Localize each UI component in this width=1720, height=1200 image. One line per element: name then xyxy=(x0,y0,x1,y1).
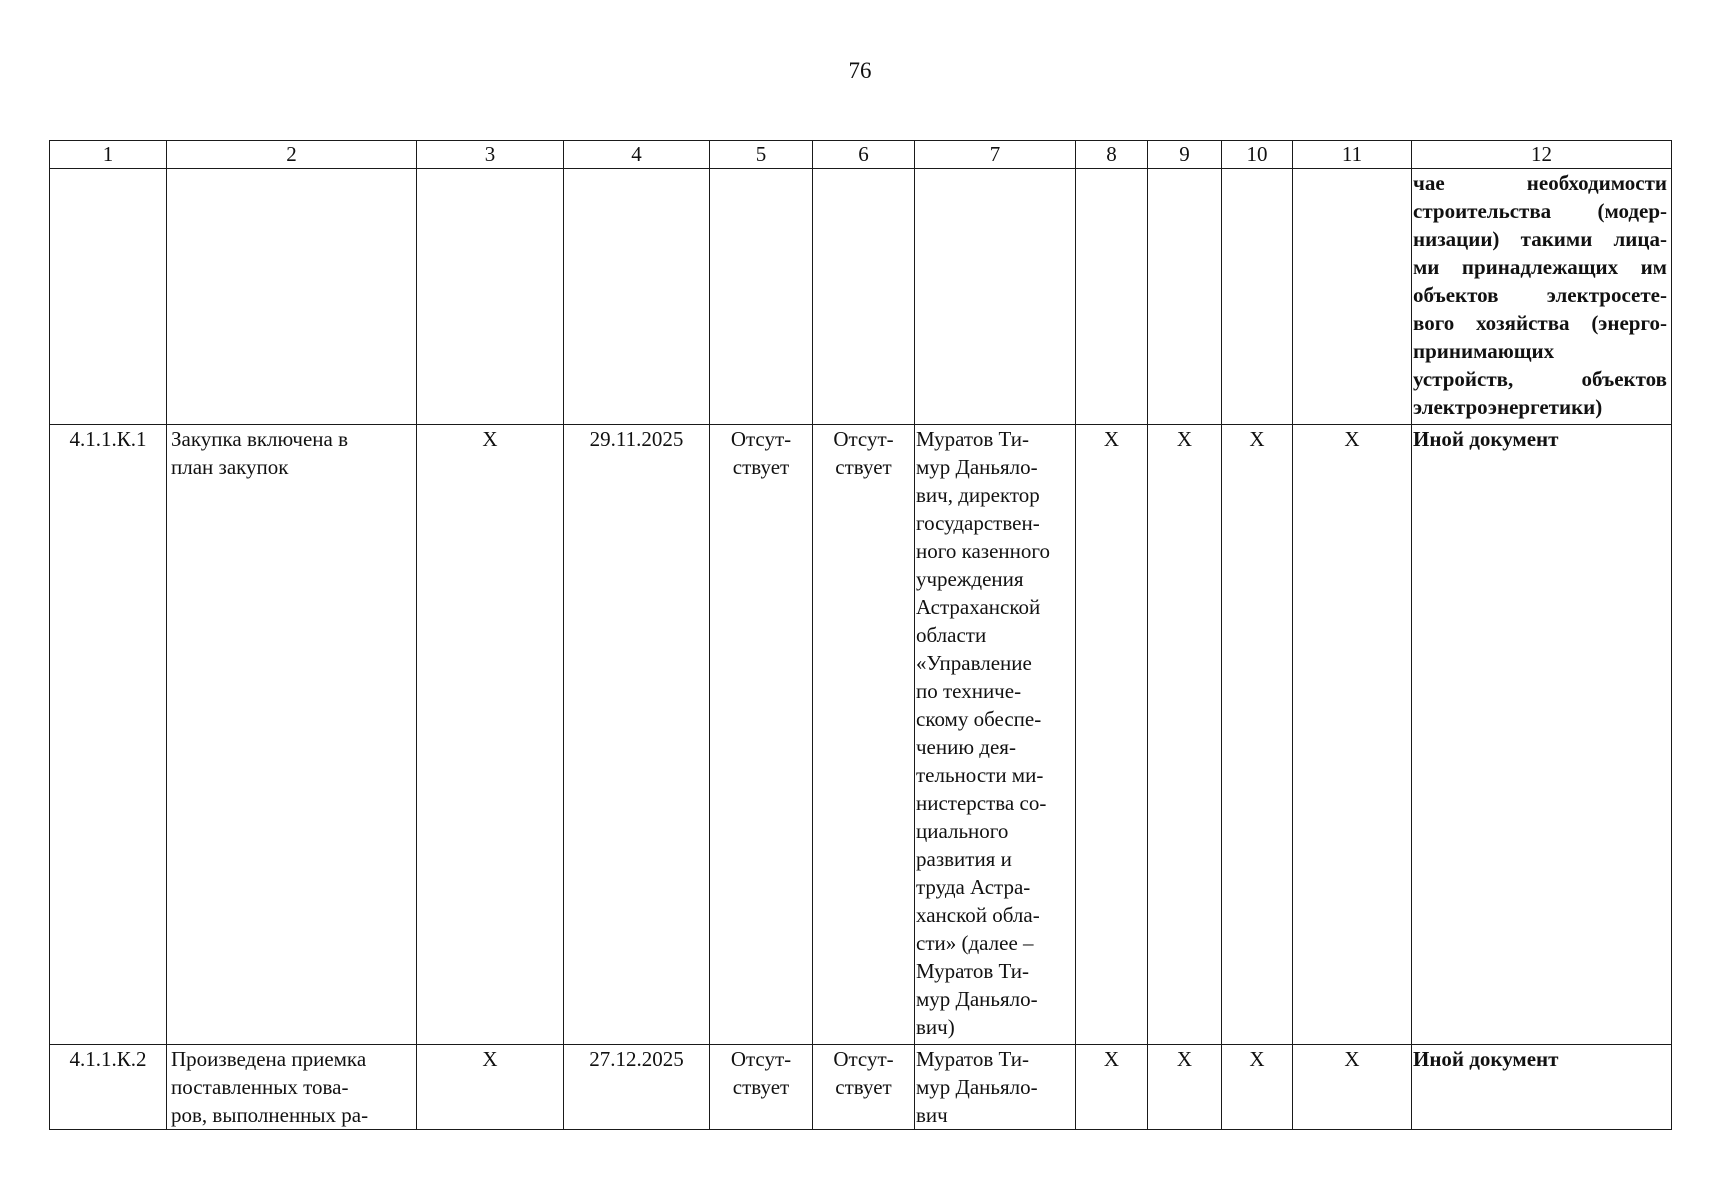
document-type: Иной документ xyxy=(1412,425,1672,1045)
empty-cell xyxy=(915,169,1076,425)
absent-cell: Отсут- ствует xyxy=(813,425,915,1045)
column-number: 6 xyxy=(813,141,915,169)
date-cell: 27.12.2025 xyxy=(564,1045,710,1130)
table-row xyxy=(50,1045,1672,1130)
table-row xyxy=(50,425,1672,1045)
column-number: 3 xyxy=(417,141,564,169)
empty-cell xyxy=(564,169,710,425)
text-line: вого хозяйства (энерго- xyxy=(1413,311,1667,335)
empty-cell xyxy=(710,169,813,425)
column-number: 2 xyxy=(167,141,417,169)
text-line: электроэнергетики) xyxy=(1413,395,1603,419)
cell-x: Х xyxy=(1076,425,1148,1045)
cell-x: Х xyxy=(1148,1045,1222,1130)
cell-x: Х xyxy=(1222,425,1293,1045)
document-type: Иной документ xyxy=(1412,1045,1672,1130)
column-number: 9 xyxy=(1148,141,1222,169)
activity-table xyxy=(49,140,1672,1130)
empty-cell xyxy=(813,169,915,425)
empty-cell xyxy=(417,169,564,425)
absent-cell: Отсут- ствует xyxy=(710,1045,813,1130)
column-number: 11 xyxy=(1293,141,1412,169)
continuation-row xyxy=(50,169,1672,425)
column-number: 10 xyxy=(1222,141,1293,169)
empty-cell xyxy=(50,169,167,425)
item-name: Произведена приемка поставленных това- ров, выполненных ра- xyxy=(167,1045,417,1130)
cell-x: Х xyxy=(1148,425,1222,1045)
column-number-row xyxy=(50,141,1672,169)
absent-cell: Отсут- ствует xyxy=(813,1045,915,1130)
cell-x: Х xyxy=(1076,1045,1148,1130)
cell-x: Х xyxy=(417,1045,564,1130)
text-line: строительства (модер- xyxy=(1413,199,1667,223)
column-number: 8 xyxy=(1076,141,1148,169)
empty-cell xyxy=(167,169,417,425)
column-number: 1 xyxy=(50,141,167,169)
date-cell: 29.11.2025 xyxy=(564,425,710,1045)
text-line: низации) такими лица- xyxy=(1413,227,1667,251)
cell-x: Х xyxy=(1293,1045,1412,1130)
column-number: 12 xyxy=(1412,141,1672,169)
text-line: объектов электросете- xyxy=(1413,283,1667,307)
absent-cell: Отсут- ствует xyxy=(710,425,813,1045)
text-line: чае необходимости xyxy=(1413,171,1667,195)
responsible-person: Муратов Ти- мур Даньяло- вич xyxy=(915,1045,1076,1130)
continued-document-text xyxy=(1412,169,1672,425)
cell-x: Х xyxy=(417,425,564,1045)
text-line: принимающих xyxy=(1413,339,1555,363)
text-line: ми принадлежащих им xyxy=(1413,255,1667,279)
item-name: Закупка включена в план закупок xyxy=(167,425,417,1045)
column-number: 5 xyxy=(710,141,813,169)
cell-x: Х xyxy=(1222,1045,1293,1130)
cell-x: Х xyxy=(1293,425,1412,1045)
responsible-person: Муратов Ти- мур Даньяло- вич, директор государствен- ного казенного учреждения Астраханской области «Управление по техниче- скому обеспе- чению дея- тельности ми- нистерства со- циального развития и труда Астра- ханской обла- сти» (далее – Муратов Ти- мур Даньяло- вич) xyxy=(915,425,1076,1045)
text-line: устройств, объектов xyxy=(1413,367,1667,391)
empty-cell xyxy=(1222,169,1293,425)
empty-cell xyxy=(1076,169,1148,425)
item-code: 4.1.1.К.2 xyxy=(50,1045,167,1130)
column-number: 7 xyxy=(915,141,1076,169)
page-number: 76 xyxy=(848,58,872,83)
empty-cell xyxy=(1293,169,1412,425)
empty-cell xyxy=(1148,169,1222,425)
column-number: 4 xyxy=(564,141,710,169)
item-code: 4.1.1.К.1 xyxy=(50,425,167,1045)
